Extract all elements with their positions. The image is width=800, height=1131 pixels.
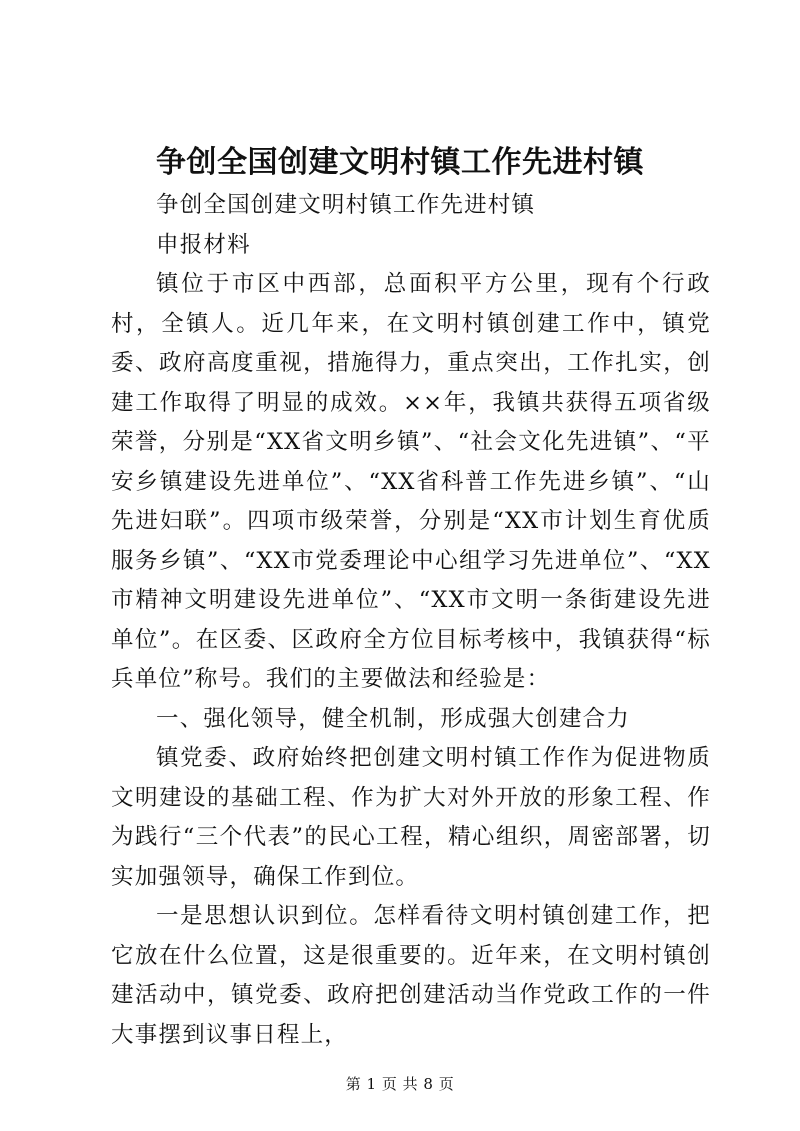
body-paragraph: 镇党委、政府始终把创建文明村镇工作作为促进物质文明建设的基础工程、作为扩大对外开放的形象工程、作为践行“三个代表”的民心工程，精心组织，周密部署，切实加强领导，确保工作到位。 [111,745,711,890]
section-heading: 一、强化领导，健全机制，形成强大创建合力 [156,705,631,732]
body-paragraph: 一是思想认识到位。怎样看待文明村镇创建工作，把它放在什么位置，这是很重要的。近年来，在文明村镇创建活动中，镇党委、政府把创建活动当作党政工作的一件大事摆到议事日程上， [111,903,711,1048]
intro-paragraph: 镇位于市区中西部，总面积平方公里，现有个行政村，全镇人。近几年来，在文明村镇创建工作中，镇党委、政府高度重视，措施得力，重点突出，工作扎实，创建工作取得了明显的成效。××年，我镇共获得五项省级荣誉，分别是“XX省文明乡镇”、“社会文化先进镇”、“平安乡镇建设先进单位”、“XX省科普工作先进乡镇”、“山先进妇联”。四项市级荣誉，分别是“XX市计划生育优质服务乡镇”、“XX市党委理论中心组学习先进单位”、“XX市精神文明建设先进单位”、“XX市文明一条街建设先进单位”。在区委、区政府全方位目标考核中，我镇获得“标兵单位”称号。我们的主要做法和经验是： [111,271,711,692]
subheading-paragraph: 申报材料 [156,231,251,258]
subtitle-paragraph: 争创全国创建文明村镇工作先进村镇 [156,192,536,218]
document-title: 争创全国创建文明村镇工作先进村镇 [156,145,644,180]
page-footer: 第 1 页 共 8 页 [345,1075,455,1093]
document-body [111,186,711,1055]
